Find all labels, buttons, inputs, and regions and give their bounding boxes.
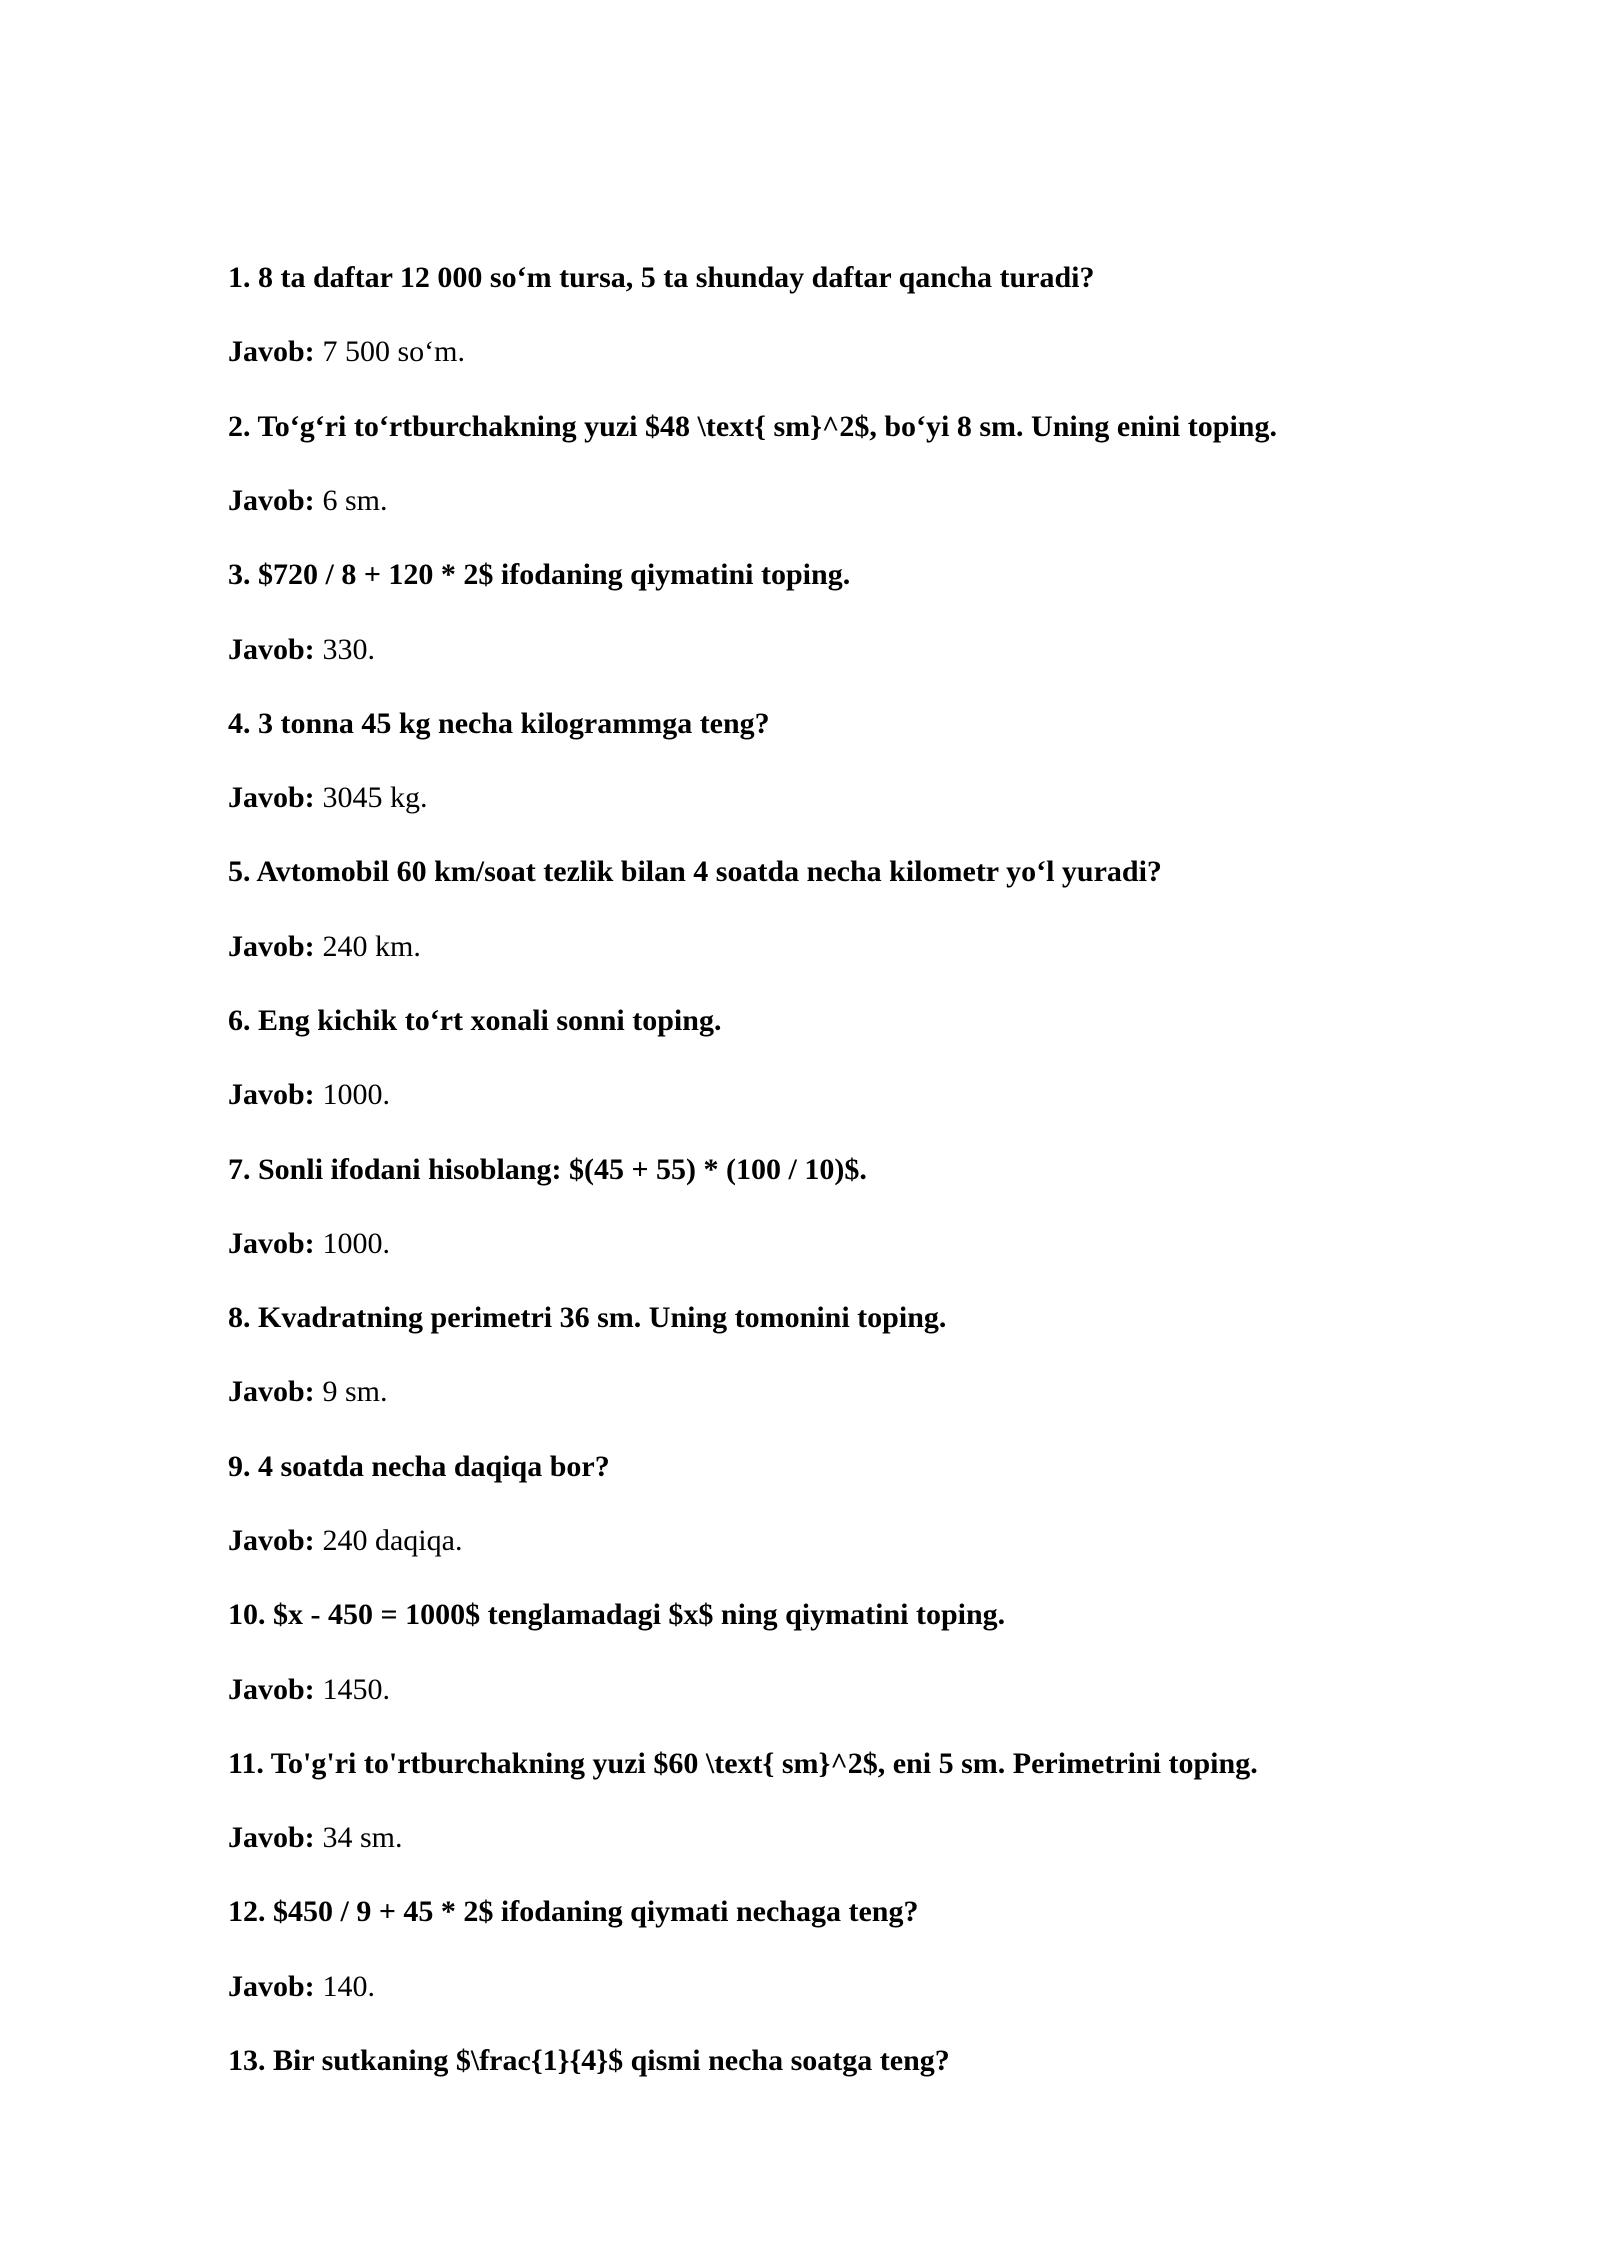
answer-value: 3045 kg. <box>322 781 428 814</box>
answer-label: Javob: <box>228 781 315 814</box>
answer-label: Javob: <box>228 1673 315 1706</box>
answer-label: Javob: <box>228 1821 315 1854</box>
question-line-2: 2. To‘g‘ri to‘rtburchakning yuzi $48 \text{ sm}^2$, bo‘yi 8 sm. Uning enini toping. <box>228 410 1277 443</box>
question-line-7: 7. Sonli ifodani hisoblang: $(45 + 55) * (100 / 10)$. <box>228 1153 867 1186</box>
answer-line-5 <box>228 930 421 965</box>
question-line-10: 10. $x - 450 = 1000$ tenglamadagi $x$ ning qiymatini toping. <box>228 1598 1006 1631</box>
answer-line-4 <box>228 781 427 816</box>
answer-value: 240 daqiqa. <box>322 1524 463 1557</box>
question-line-11: 11. To'g'ri to'rtburchakning yuzi $60 \text{ sm}^2$, eni 5 sm. Perimetrini toping. <box>228 1747 1258 1780</box>
answer-line-11 <box>228 1821 403 1856</box>
answer-value: 6 sm. <box>322 484 388 517</box>
answer-line-7 <box>228 1227 390 1262</box>
answer-line-10 <box>228 1673 390 1708</box>
question-line-9: 9. 4 soatda necha daqiqa bor? <box>228 1450 610 1483</box>
answer-line-2 <box>228 484 388 519</box>
answer-label: Javob: <box>228 633 315 666</box>
question-line-5: 5. Avtomobil 60 km/soat tezlik bilan 4 soatda necha kilometr yo‘l yuradi? <box>228 855 1162 888</box>
answer-value: 34 sm. <box>322 1821 403 1854</box>
answer-line-3 <box>228 633 375 668</box>
question-line-13: 13. Bir sutkaning $\frac{1}{4}$ qismi necha soatga teng? <box>228 2044 950 2077</box>
answer-value: 1000. <box>322 1227 390 1260</box>
answer-label: Javob: <box>228 335 315 368</box>
answer-value: 7 500 so‘m. <box>322 335 465 368</box>
answer-label: Javob: <box>228 1524 315 1557</box>
answer-value: 1450. <box>322 1673 390 1706</box>
answer-label: Javob: <box>228 1078 315 1111</box>
question-line-3: 3. $720 / 8 + 120 * 2$ ifodaning qiymatini toping. <box>228 558 851 591</box>
answer-line-1 <box>228 335 465 370</box>
answer-value: 140. <box>322 1970 375 2003</box>
question-line-1: 1. 8 ta daftar 12 000 so‘m tursa, 5 ta shunday daftar qancha turadi? <box>228 261 1095 294</box>
answer-label: Javob: <box>228 1227 315 1260</box>
answer-value: 1000. <box>322 1078 390 1111</box>
answer-line-8 <box>228 1375 388 1410</box>
question-line-8: 8. Kvadratning perimetri 36 sm. Uning tomonini toping. <box>228 1301 947 1334</box>
answer-label: Javob: <box>228 484 315 517</box>
answer-line-6 <box>228 1078 390 1113</box>
answer-label: Javob: <box>228 1375 315 1408</box>
answer-line-9 <box>228 1524 462 1559</box>
answer-label: Javob: <box>228 1970 315 2003</box>
question-line-12: 12. $450 / 9 + 45 * 2$ ifodaning qiymati nechaga teng? <box>228 1895 919 1928</box>
answer-value: 330. <box>322 633 375 666</box>
answer-label: Javob: <box>228 930 315 963</box>
answer-value: 240 km. <box>322 930 421 963</box>
question-line-6: 6. Eng kichik to‘rt xonali sonni toping. <box>228 1004 722 1037</box>
answer-value: 9 sm. <box>322 1375 388 1408</box>
question-line-4: 4. 3 tonna 45 kg necha kilogrammga teng? <box>228 707 770 740</box>
answer-line-12 <box>228 1970 375 2005</box>
